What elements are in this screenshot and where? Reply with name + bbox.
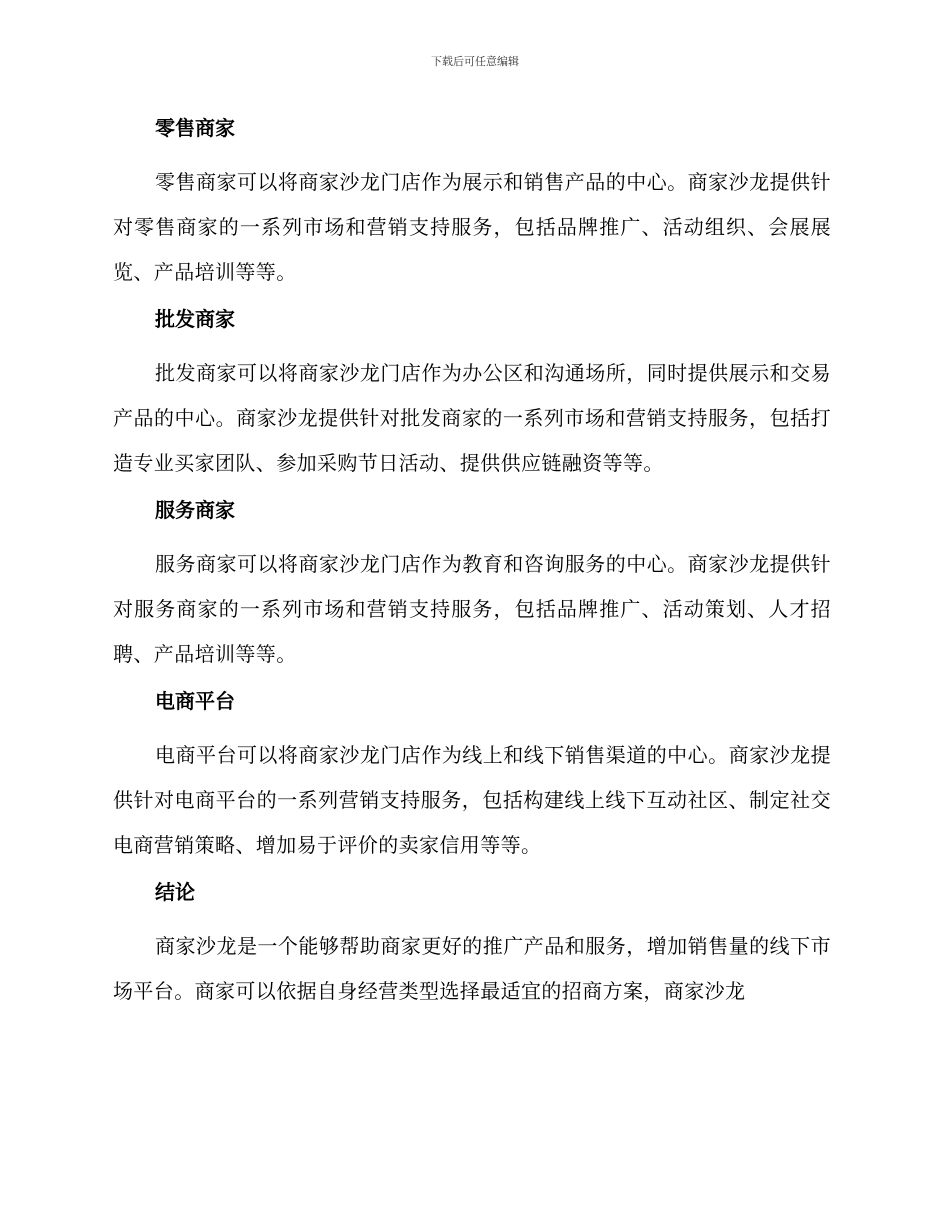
document-content xyxy=(113,112,831,1022)
section-wholesale xyxy=(113,303,831,486)
section-paragraph: 服务商家可以将商家沙龙门店作为教育和咨询服务的中心。商家沙龙提供针对服务商家的一系列市场和营销支持服务，包括品牌推广、活动策划、人才招聘、产品培训等等。 xyxy=(113,552,831,666)
section-paragraph: 批发商家可以将商家沙龙门店作为办公区和沟通场所，同时提供展示和交易产品的中心。商家沙龙提供针对批发商家的一系列市场和营销支持服务，包括打造专业买家团队、参加采购节日活动、提供供应链融资等等。 xyxy=(113,361,831,475)
section-conclusion xyxy=(113,876,831,1014)
section-heading: 批发商家 xyxy=(155,307,235,331)
section-heading: 结论 xyxy=(155,880,195,904)
section-heading: 服务商家 xyxy=(155,498,235,522)
section-paragraph: 商家沙龙是一个能够帮助商家更好的推广产品和服务，增加销售量的线下市场平台。商家可以依据自身经营类型选择最适宜的招商方案，商家沙龙 xyxy=(113,934,831,1003)
section-paragraph: 零售商家可以将商家沙龙门店作为展示和销售产品的中心。商家沙龙提供针对零售商家的一系列市场和营销支持服务，包括品牌推广、活动组织、会展展览、产品培训等等。 xyxy=(113,170,831,284)
section-heading: 电商平台 xyxy=(155,689,235,713)
section-ecommerce xyxy=(113,685,831,868)
section-retail xyxy=(113,112,831,295)
section-service xyxy=(113,494,831,677)
section-heading: 零售商家 xyxy=(155,116,235,140)
page-header-note: 下载后可任意编辑 xyxy=(431,55,519,68)
section-paragraph: 电商平台可以将商家沙龙门店作为线上和线下销售渠道的中心。商家沙龙提供针对电商平台的一系列营销支持服务，包括构建线上线下互动社区、制定社交电商营销策略、增加易于评价的卖家信用等等。 xyxy=(113,743,831,857)
